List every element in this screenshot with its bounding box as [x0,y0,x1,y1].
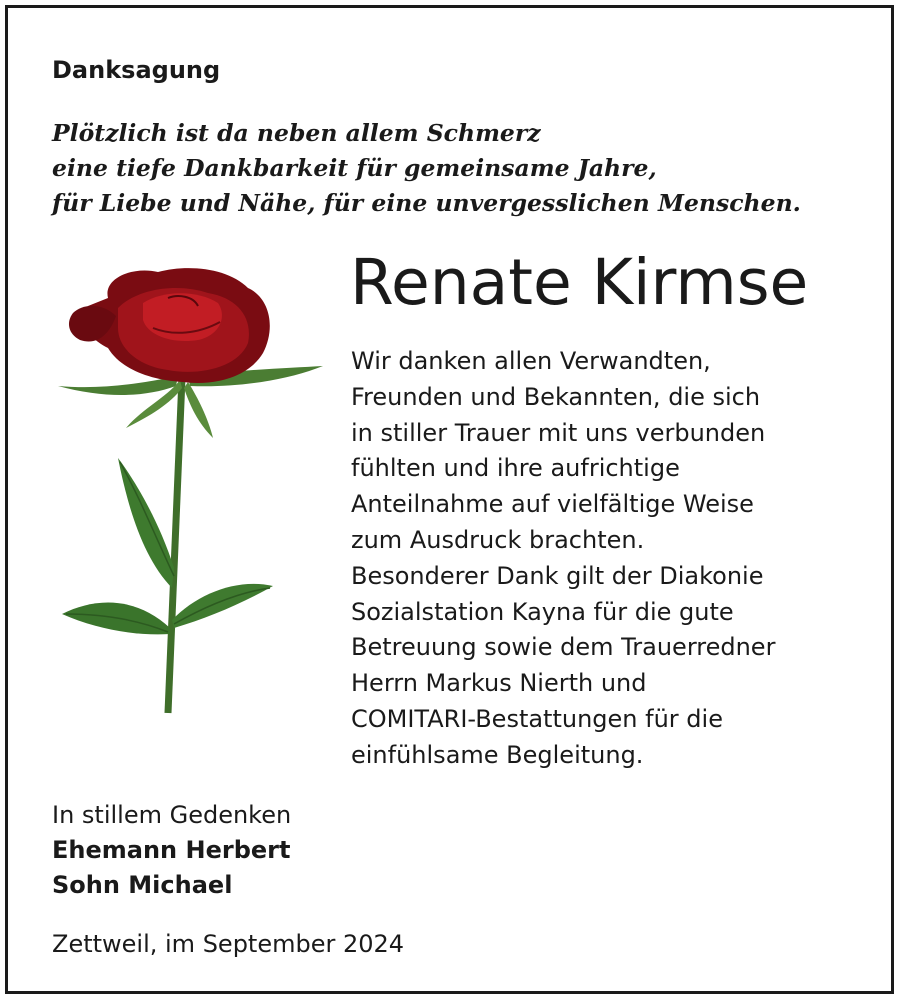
verse-line: für Liebe und Nähe, für eine unvergesslichen Menschen. [52,189,801,217]
text-line: fühlten und ihre aufrichtige [351,454,680,483]
verse [52,116,801,221]
verse-line: eine tiefe Dankbarkeit für gemeinsame Jahre, [52,154,657,182]
text-line: Herrn Markus Nierth und [351,669,647,698]
text-line: Sozialstation Kayna für die gute [351,597,734,626]
text-line: Anteilnahme auf vielfältige Weise [351,490,754,519]
thanks-text [351,344,775,774]
closing-intro: In stillem Gedenken [52,801,292,829]
verse-line: Plötzlich ist da neben allem Schmerz [52,119,541,147]
text-line: in stiller Trauer mit uns verbunden [351,418,766,447]
text-line: Besonderer Dank gilt der Diakonie [351,561,764,590]
place-date: Zettweil, im September 2024 [52,930,405,958]
heading: Danksagung [52,56,221,84]
text-line: zum Ausdruck brachten. [351,525,645,554]
deceased-name: Renate Kirmse [350,246,809,319]
text-line: COMITARI-Bestattungen für die [351,704,723,733]
signature-block [52,798,291,903]
text-line: Wir danken allen Verwandten, [351,347,711,375]
text-line: einfühlsame Begleitung. [351,740,644,769]
obituary-card [5,5,894,994]
red-rose-icon [48,258,338,718]
text-line: Betreuung sowie dem Trauerredner [351,633,776,662]
signer: Ehemann Herbert [52,836,291,864]
signer: Sohn Michael [52,871,233,899]
text-line: Freunden und Bekannten, die sich [351,382,761,411]
